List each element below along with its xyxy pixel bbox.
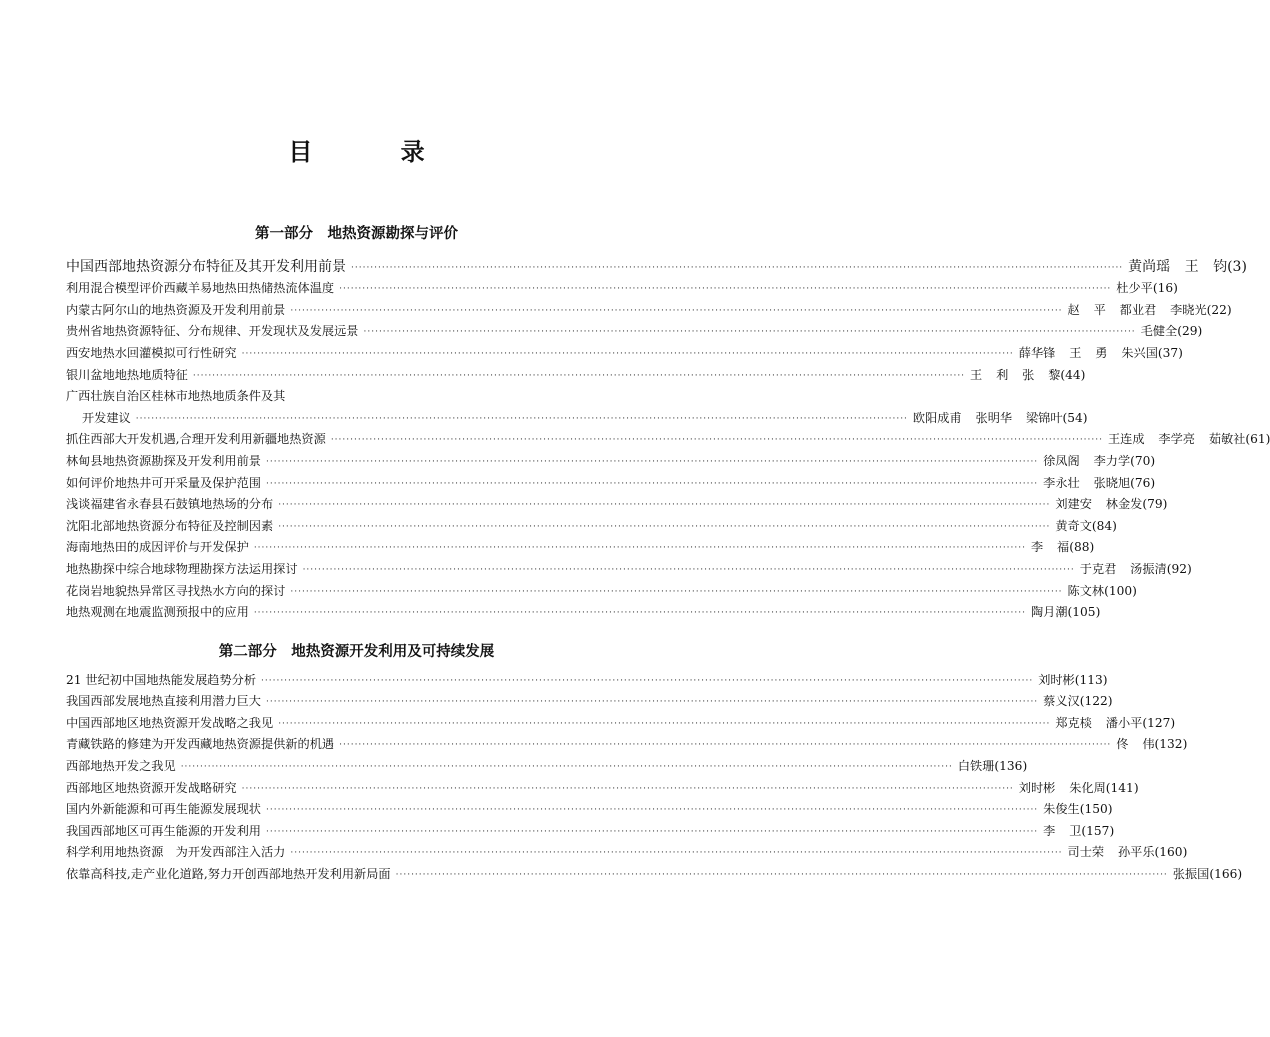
entry-authors: 李永壮 张晓旭 <box>1043 475 1131 490</box>
dot-leader: ········································································································································································································ <box>290 305 1063 316</box>
entry-title: 我国西部地区可再生能源的开发利用 <box>66 823 261 838</box>
toc-entry[interactable] <box>66 275 1178 297</box>
entry-title: 青藏铁路的修建为开发西藏地热资源提供新的机遇 <box>66 737 335 752</box>
dot-leader: ········································································································································································································ <box>290 848 1063 859</box>
entry-page: (113) <box>1074 672 1108 687</box>
toc-entry[interactable] <box>66 599 1101 621</box>
entry-page: (160) <box>1154 845 1188 860</box>
entry-title: 沈阳北部地热资源分布特征及控制因素 <box>66 518 274 533</box>
entry-page: (16) <box>1152 281 1178 296</box>
toc-entry[interactable] <box>66 296 1232 318</box>
entry-authors: 黄奇文 <box>1055 518 1092 533</box>
entry-authors: 徐凤阁 李力学 <box>1043 453 1131 468</box>
entry-title: 地热观测在地震监测预报中的应用 <box>66 605 249 620</box>
entry-authors: 李 福 <box>1030 540 1070 555</box>
toc-entry[interactable] <box>66 534 1095 556</box>
dot-leader: ········································································································································································································ <box>266 478 1039 489</box>
entry-authors: 赵 平 都业君 李晓光 <box>1067 302 1207 317</box>
toc-entry[interactable] <box>66 817 1115 839</box>
entry-page: (92) <box>1166 561 1192 576</box>
dot-leader: ········································································································································································································ <box>241 348 1014 359</box>
entry-title: 抓住西部大开发机遇,合理开发利用新疆地热资源 <box>66 432 326 447</box>
dot-leader: ········································································································································································································ <box>241 783 1014 794</box>
toc-list-2 <box>66 666 1243 882</box>
dot-leader: ········································································································································································································ <box>278 521 1051 532</box>
dot-leader: ········································································································································································································ <box>339 740 1112 751</box>
entry-title: 利用混合模型评价西藏羊易地热田热储热流体温度 <box>66 281 335 296</box>
dot-leader: ········································································································································································································ <box>266 805 1039 816</box>
page-title: 目 录 <box>288 138 465 166</box>
entry-page: (79) <box>1142 497 1168 512</box>
toc-entry[interactable] <box>66 318 1203 340</box>
entry-authors: 刘时彬 朱化周 <box>1018 780 1106 795</box>
entry-authors: 毛健全 <box>1140 324 1178 339</box>
toc-entry[interactable] <box>66 577 1137 599</box>
entry-page: (166) <box>1209 866 1243 881</box>
dot-leader: ········································································································································································································ <box>302 564 1075 575</box>
dot-leader: ········································································································································································································ <box>339 284 1112 295</box>
entry-title: 内蒙古阿尔山的地热资源及开发利用前景 <box>66 302 286 317</box>
toc-entry[interactable] <box>66 339 1183 361</box>
entry-page: (70) <box>1130 453 1156 468</box>
entry-page: (100) <box>1104 583 1137 598</box>
entry-title: 浅谈福建省永春县石鼓镇地热场的分布 <box>66 497 274 512</box>
toc-entry[interactable] <box>66 774 1139 796</box>
entry-page: (29) <box>1177 324 1203 339</box>
entry-authors: 黄尚瑶 王 钧 <box>1128 258 1228 275</box>
entry-title: 广西壮族自治区桂林市地热地质条件及其 <box>66 389 286 404</box>
dot-leader: ········································································································································································································ <box>278 500 1051 511</box>
toc-entry[interactable] <box>66 731 1188 753</box>
entry-authors: 朱俊生 <box>1043 802 1080 817</box>
entry-authors: 王连成 李学亮 茹敏社 <box>1107 432 1246 447</box>
entry-authors: 刘建安 林金发 <box>1055 497 1143 512</box>
toc-entry[interactable] <box>66 688 1113 710</box>
entry-title: 西部地区地热资源开发战略研究 <box>66 780 237 795</box>
entry-authors: 李 卫 <box>1043 823 1082 838</box>
entry-title: 海南地热田的成因评价与开发保护 <box>66 540 249 555</box>
toc-entry[interactable] <box>66 491 1168 513</box>
entry-page: (150) <box>1079 802 1113 817</box>
entry-title: 地热勘探中综合地球物理勘探方法运用探讨 <box>66 561 298 576</box>
entry-title: 西部地热开发之我见 <box>66 758 176 773</box>
dot-leader: ········································································································································································································ <box>395 869 1168 880</box>
dot-leader: ········································································································································································································ <box>266 456 1039 467</box>
entry-title: 国内外新能源和可再生能源发展现状 <box>66 802 261 817</box>
entry-title: 我国西部发展地热直接利用潜力巨大 <box>66 694 261 709</box>
entry-page: (54) <box>1062 410 1088 425</box>
toc-list-1 <box>66 253 1270 620</box>
dot-leader: ········································································································································································································ <box>253 608 1026 619</box>
entry-title: 贵州省地热资源特征、分布规律、开发现状及发展远景 <box>66 324 359 339</box>
dot-leader: ········································································································································································································ <box>266 697 1039 708</box>
entry-title: 西安地热水回灌模拟可行性研究 <box>66 345 237 360</box>
entry-page: (61) <box>1245 432 1270 447</box>
section-heading-2: 第二部分 地热资源开发利用及可持续发展 <box>218 644 495 660</box>
entry-page: (37) <box>1157 345 1183 360</box>
entry-page: (76) <box>1130 475 1156 490</box>
dot-leader: ········································································································································································································ <box>363 327 1136 338</box>
toc-entry[interactable] <box>66 361 1086 383</box>
toc-entry[interactable] <box>66 796 1113 818</box>
dot-leader: ········································································································································································································ <box>180 761 953 772</box>
entry-authors: 张振国 <box>1172 866 1210 881</box>
entry-authors: 陶月潮 <box>1030 605 1068 620</box>
toc-entry[interactable] <box>66 469 1156 491</box>
entry-page: (132) <box>1154 737 1188 752</box>
dot-leader: ········································································································································································································ <box>330 435 1103 446</box>
entry-title: 林甸县地热资源勘探及开发利用前景 <box>66 453 261 468</box>
entry-authors: 杜少平 <box>1116 281 1153 296</box>
entry-title: 科学利用地热资源 为开发西部注入活力 <box>66 845 286 860</box>
section-heading-1: 第一部分 地热资源勘探与评价 <box>255 226 458 242</box>
toc-entry[interactable] <box>66 512 1117 534</box>
entry-authors: 蔡义汉 <box>1043 694 1080 709</box>
toc-entry[interactable] <box>66 404 1088 426</box>
entry-page: (141) <box>1105 780 1139 795</box>
entry-page: (127) <box>1142 715 1176 730</box>
dot-leader: ········································································································································································································ <box>192 370 966 381</box>
entry-page: (157) <box>1081 823 1115 838</box>
dot-leader: ········································································································································································································ <box>278 718 1051 729</box>
toc-entry[interactable] <box>66 752 1028 774</box>
entry-title: 开发建议 <box>82 410 131 425</box>
toc-entry[interactable] <box>66 709 1176 731</box>
entry-authors: 薛华锋 王 勇 朱兴国 <box>1018 345 1158 360</box>
toc-entry[interactable] <box>66 447 1156 469</box>
entry-authors: 白铁珊 <box>957 758 995 773</box>
toc-entry[interactable] <box>66 426 1270 448</box>
entry-page: (122) <box>1079 694 1113 709</box>
dot-leader: ········································································································································································································ <box>253 543 1026 554</box>
entry-title: 花岗岩地貌热异常区寻找热水方向的探讨 <box>66 583 286 598</box>
toc-entry[interactable] <box>66 555 1192 577</box>
entry-title: 中国西部地热资源分布特征及其开发利用前景 <box>66 258 346 275</box>
entry-authors: 欧阳成甫 张明华 梁锦叶 <box>912 410 1063 425</box>
dot-leader: ········································································································································································································ <box>261 675 1034 686</box>
entry-title: 中国西部地区地热资源开发战略之我见 <box>66 715 274 730</box>
toc-entry[interactable] <box>66 860 1243 882</box>
dot-leader: ········································································································································································································ <box>290 586 1063 597</box>
entry-authors: 陈文林 <box>1067 583 1105 598</box>
entry-title: 银川盆地地热地质特征 <box>66 367 188 382</box>
entry-page: (22) <box>1206 302 1232 317</box>
entry-page: (3) <box>1227 258 1247 275</box>
entry-page: (136) <box>994 758 1028 773</box>
toc-entry[interactable] <box>66 253 1247 275</box>
entry-title: 依靠高科技,走产业化道路,努力开创西部地热开发利用新局面 <box>66 866 391 881</box>
toc-entry[interactable] <box>66 839 1188 861</box>
entry-authors: 司士荣 孙平乐 <box>1067 845 1155 860</box>
toc-entry[interactable] <box>66 383 614 405</box>
dot-leader: ········································································································································································································ <box>266 826 1039 837</box>
dot-leader: ········································································································································································································ <box>351 262 1124 273</box>
entry-authors: 佟 伟 <box>1116 737 1155 752</box>
dot-leader: ········································································································································································································ <box>135 413 908 424</box>
entry-page: (105) <box>1067 605 1101 620</box>
entry-page: (84) <box>1091 518 1117 533</box>
entry-authors: 王 利 张 黎 <box>970 367 1061 382</box>
entry-authors: 刘时彬 <box>1038 672 1075 687</box>
entry-page: (88) <box>1069 540 1095 555</box>
entry-title: 如何评价地热井可开采量及保护范围 <box>66 475 261 490</box>
entry-authors: 于克君 汤振清 <box>1079 561 1167 576</box>
entry-title: 21 世纪初中国地热能发展趋势分析 <box>66 672 257 687</box>
entry-page: (44) <box>1060 367 1086 382</box>
toc-entry[interactable] <box>66 666 1108 688</box>
entry-authors: 郑克棪 潘小平 <box>1055 715 1143 730</box>
